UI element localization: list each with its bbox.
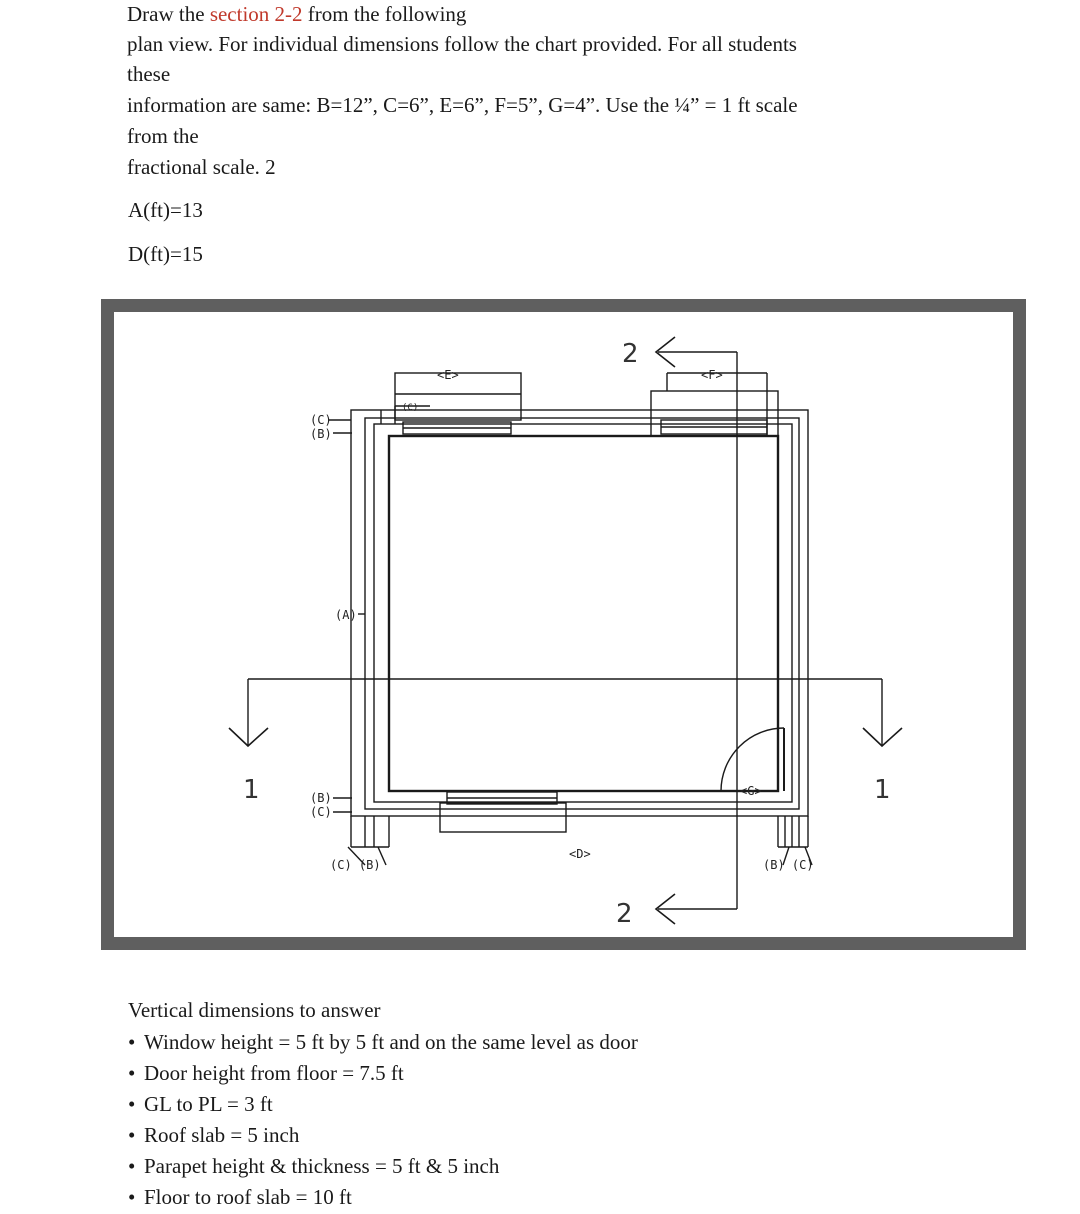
intro-line-1-post: from the following	[302, 2, 467, 26]
dimension-d: D(ft)=15	[128, 242, 203, 266]
label-c-small: (C)	[402, 403, 419, 413]
intro-line-5: from the	[127, 124, 199, 148]
section-2-bottom-label: 2	[616, 899, 633, 929]
label-cb-bottom: (C) (B)	[330, 858, 381, 872]
label-f: <F>	[701, 368, 723, 382]
window-d-frame	[440, 803, 566, 832]
vertical-dimensions-heading: Vertical dimensions to answer	[128, 998, 381, 1022]
wall-outer-line	[351, 410, 808, 816]
wall-inner-line	[374, 424, 792, 802]
vertical-dimensions-list	[128, 1027, 638, 1213]
intro-line-1-pre: Draw the	[127, 2, 210, 26]
label-c-left: (C)	[310, 805, 332, 819]
label-b-top: (B)	[310, 427, 332, 441]
list-item: • Roof slab = 5 inch	[128, 1120, 638, 1151]
label-e: <E>	[437, 368, 459, 382]
intro-line-6: fractional scale. 2	[127, 155, 276, 179]
room-interior	[389, 436, 778, 791]
list-item: • Parapet height & thickness = 5 ft & 5 inch	[128, 1151, 638, 1182]
intro-line-3: these	[127, 62, 171, 86]
label-a: (A)	[335, 608, 357, 622]
dimension-a: A(ft)=13	[128, 198, 203, 222]
list-item: • Window height = 5 ft by 5 ft and on the same level as door	[128, 1027, 638, 1058]
wall-middle-line	[365, 418, 799, 809]
list-item: • GL to PL = 3 ft	[128, 1089, 638, 1120]
label-bc-bottom: (B) (C)	[763, 858, 814, 872]
section-2-top-label: 2	[622, 339, 639, 369]
list-item: • Floor to roof slab = 10 ft	[128, 1182, 638, 1213]
list-item: • Door height from floor = 7.5 ft	[128, 1058, 638, 1089]
label-b-left: (B)	[310, 791, 332, 805]
door-g-swing	[721, 728, 784, 791]
section-1-right-label: 1	[874, 775, 891, 805]
intro-line-2: plan view. For individual dimensions follow the chart provided. For all students	[127, 32, 797, 56]
section-1-left-label: 1	[243, 775, 260, 805]
label-d: <D>	[569, 847, 591, 861]
window-f-frame	[651, 391, 778, 436]
label-c-top: (C)	[310, 413, 332, 427]
section-highlight: section 2-2	[209, 2, 303, 26]
intro-line-4: information are same: B=12”, C=6”, E=6”, F=5”, G=4”. Use the ¼” = 1 ft scale	[127, 93, 798, 117]
label-g: <G>	[740, 784, 762, 798]
